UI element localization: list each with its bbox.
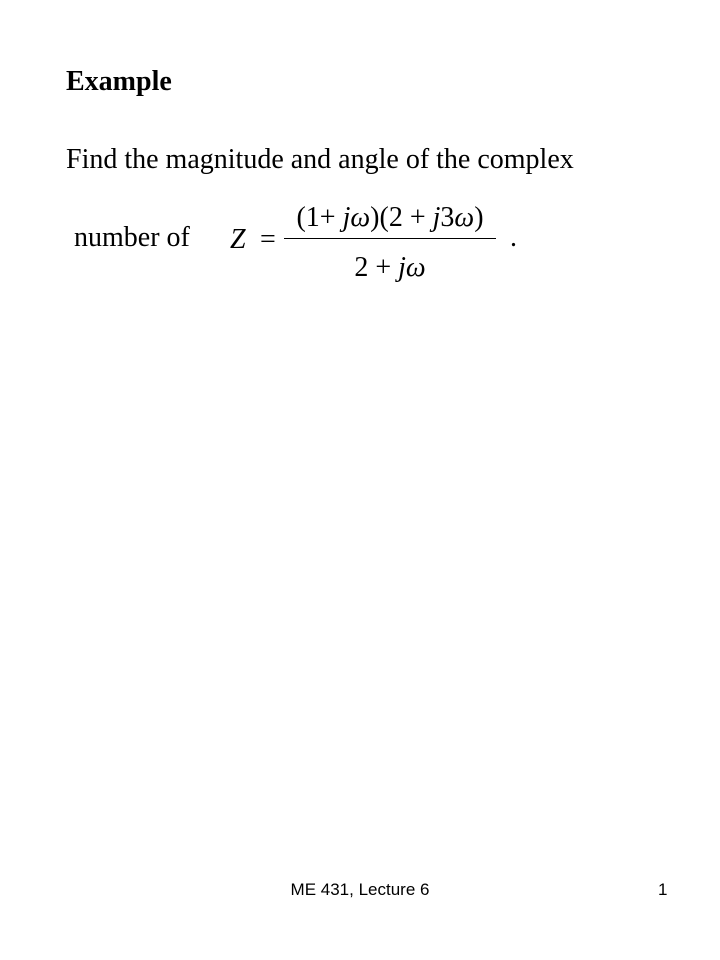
numerator-part-4: ): [474, 202, 484, 233]
equation-numerator: [282, 200, 498, 236]
fraction-bar: [284, 238, 496, 239]
equation-lhs: Z: [230, 224, 246, 255]
numerator-var-1: jω: [342, 202, 371, 233]
numerator-part-3: 3: [440, 202, 455, 233]
slide-heading: Example: [66, 66, 172, 97]
equation-equals-sign: =: [260, 224, 276, 255]
sentence-period: .: [510, 222, 517, 253]
equation-fraction: [282, 200, 498, 290]
problem-text-line-2: number of: [74, 222, 190, 253]
footer-page-number: 1: [658, 880, 668, 899]
numerator-part-2: )(2 +: [370, 202, 433, 233]
footer-course-label: ME 431, Lecture 6: [290, 880, 430, 899]
equation-denominator: [282, 250, 498, 286]
denominator-part-1: 2 +: [354, 252, 399, 283]
numerator-part-1: (1+: [296, 202, 343, 233]
numerator-var-3: ω: [454, 202, 475, 233]
numerator-var-2: j: [432, 202, 441, 233]
denominator-var-1: jω: [398, 252, 426, 283]
problem-text-line-1: Find the magnitude and angle of the complex: [66, 144, 574, 175]
